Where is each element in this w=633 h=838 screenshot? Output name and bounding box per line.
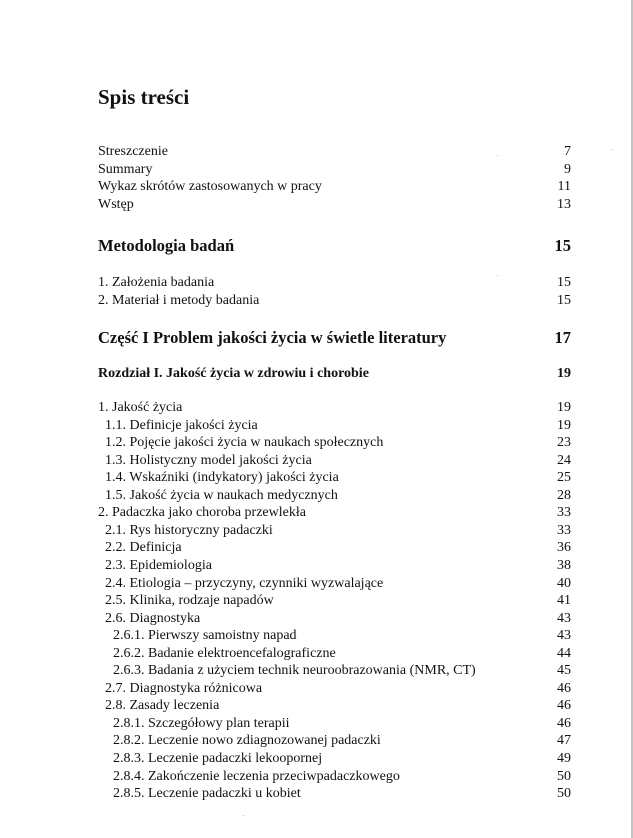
toc-entry-label: 2.8.5. Leczenie padaczki u kobiet xyxy=(113,786,301,802)
toc-section-methodology[interactable] xyxy=(98,235,571,257)
toc-entry[interactable] xyxy=(98,539,571,557)
toc-entry[interactable] xyxy=(98,785,571,803)
toc-entry[interactable] xyxy=(98,715,571,733)
toc-entry-page: 50 xyxy=(557,768,571,784)
toc-entry[interactable] xyxy=(98,522,571,540)
toc-entry-label: Wykaz skrótów zastosowanych w pracy xyxy=(98,179,322,194)
toc-entry-page: 33 xyxy=(557,522,571,538)
scan-speck xyxy=(497,275,498,276)
toc-entry[interactable] xyxy=(98,469,571,487)
toc-entry-label: 2.2. Definicja xyxy=(105,540,182,556)
toc-entry-label: 2.8.1. Szczegółowy plan terapii xyxy=(113,715,290,731)
toc-entry[interactable] xyxy=(98,161,571,179)
toc-entry-label: 2.8.2. Leczenie nowo zdiagnozowanej padaczki xyxy=(113,733,381,749)
toc-entry[interactable] xyxy=(98,697,571,715)
toc-entry[interactable] xyxy=(98,143,571,161)
toc-entry-label: 2.4. Etiologia – przyczyny, czynniki wyzwalające xyxy=(105,575,384,591)
toc-entry-page: 24 xyxy=(557,452,571,468)
toc-entry-label: Wstęp xyxy=(98,196,134,212)
toc-entry-page: 19 xyxy=(557,400,571,415)
toc-entry-label: 1.1. Definicje jakości życia xyxy=(105,417,258,433)
scan-speck xyxy=(611,149,612,150)
toc-entry-label: 2.5. Klinika, rodzaje napadów xyxy=(105,593,274,609)
toc-entry-page: 43 xyxy=(557,610,571,626)
toc-chapter-page: 19 xyxy=(557,366,571,381)
toc-entry-page: 50 xyxy=(557,786,571,802)
toc-chapter-label: Rozdział I. Jakość życia w zdrowiu i chorobie xyxy=(98,366,369,381)
toc-entry-page: 33 xyxy=(557,505,571,521)
toc-entry-page: 28 xyxy=(557,487,571,503)
toc-section-page: 15 xyxy=(554,236,571,255)
scan-speck xyxy=(497,155,498,156)
toc-entry[interactable] xyxy=(98,662,571,680)
toc-entry[interactable] xyxy=(98,732,571,750)
toc-entry[interactable] xyxy=(98,750,571,768)
toc-entry-page: 15 xyxy=(557,275,571,290)
toc-entry[interactable] xyxy=(98,504,571,522)
toc-entry-label: 2.8.3. Leczenie padaczki lekoopornej xyxy=(113,751,323,766)
toc-entry[interactable] xyxy=(98,487,571,505)
toc-entry-page: 47 xyxy=(557,733,571,749)
toc-entry-label: 2.7. Diagnostyka różnicowa xyxy=(105,680,263,696)
toc-entry-page: 11 xyxy=(557,179,571,194)
toc-section-label: Metodologia badań xyxy=(98,236,235,255)
toc-entry-label: 2.3. Epidemiologia xyxy=(105,557,212,573)
toc-entry[interactable] xyxy=(98,680,571,698)
toc-entry-label: 1.2. Pojęcie jakości życia w naukach społecznych xyxy=(105,435,384,451)
toc-entry-page: 44 xyxy=(557,645,571,661)
toc-entry-label: 1. Założenia badania xyxy=(98,275,215,290)
toc-entry-page: 49 xyxy=(557,751,571,766)
toc-entry-label: 2.6.1. Pierwszy samoistny napad xyxy=(113,628,297,644)
toc-entry-label: 2.1. Rys historyczny padaczki xyxy=(105,522,273,538)
toc-entry-page: 46 xyxy=(557,680,571,696)
toc-entry[interactable] xyxy=(98,645,571,663)
toc-section-page: 17 xyxy=(554,328,571,347)
toc-entry-label: Streszczenie xyxy=(98,144,168,159)
toc-entry[interactable] xyxy=(98,610,571,628)
toc-entry-label: 2.6. Diagnostyka xyxy=(105,610,201,626)
toc-entry[interactable] xyxy=(98,178,571,196)
toc-chapter[interactable] xyxy=(98,365,571,383)
toc-entry-label: 1. Jakość życia xyxy=(98,400,183,415)
toc-entry-page: 43 xyxy=(557,628,571,644)
toc-entry[interactable] xyxy=(98,292,571,310)
toc-entry-label: 1.4. Wskaźniki (indykatory) jakości życia xyxy=(105,470,339,486)
toc-entry-page: 36 xyxy=(557,540,571,556)
toc-entry[interactable] xyxy=(98,196,571,214)
toc-entry[interactable] xyxy=(98,557,571,575)
toc-entry-page: 9 xyxy=(564,161,571,177)
toc-entry[interactable] xyxy=(98,452,571,470)
toc-entry[interactable] xyxy=(98,592,571,610)
toc-title: Spis treści xyxy=(98,85,190,109)
toc-entry[interactable] xyxy=(98,768,571,786)
toc-entry[interactable] xyxy=(98,399,571,417)
toc-entry-label: 2.8.4. Zakończenie leczenia przeciwpadaczkowego xyxy=(113,768,400,784)
toc-entry-page: 7 xyxy=(564,144,571,159)
toc-section-label: Część I Problem jakości życia w świetle literatury xyxy=(98,328,447,347)
toc-entry-page: 15 xyxy=(557,292,571,308)
toc-section-part1[interactable] xyxy=(98,327,571,349)
toc-entry-page: 23 xyxy=(557,435,571,451)
toc-entry-label: 1.5. Jakość życia w naukach medycznych xyxy=(105,487,338,503)
scan-speck xyxy=(243,815,244,816)
toc-entry-page: 45 xyxy=(557,663,571,679)
toc-entry-page: 46 xyxy=(557,715,571,731)
toc-entry-page: 40 xyxy=(557,575,571,591)
toc-entry-label: 2.6.2. Badanie elektroencefalograficzne xyxy=(113,645,336,661)
toc-entry[interactable] xyxy=(98,627,571,645)
toc-entry-page: 13 xyxy=(557,196,571,212)
toc-entry[interactable] xyxy=(98,434,571,452)
toc-entry[interactable] xyxy=(98,575,571,593)
toc-entry-page: 19 xyxy=(557,417,571,433)
toc-entry-label: 2.8. Zasady leczenia xyxy=(105,698,220,714)
toc-entry-page: 41 xyxy=(557,593,571,609)
toc-entry-label: Summary xyxy=(98,161,153,177)
toc-entry-label: 1.3. Holistyczny model jakości życia xyxy=(105,452,312,468)
toc-entry-label: 2. Padaczka jako choroba przewlekła xyxy=(98,505,306,521)
toc-entry-page: 46 xyxy=(557,698,571,714)
toc-entry-label: 2.6.3. Badania z użyciem technik neuroobrazowania (NMR, CT) xyxy=(113,663,476,679)
toc-entry-page: 38 xyxy=(557,557,571,573)
toc-entry[interactable] xyxy=(98,417,571,435)
toc-entry-page: 25 xyxy=(557,470,571,486)
toc-entry-label: 2. Materiał i metody badania xyxy=(98,292,260,308)
toc-entry[interactable] xyxy=(98,274,571,292)
